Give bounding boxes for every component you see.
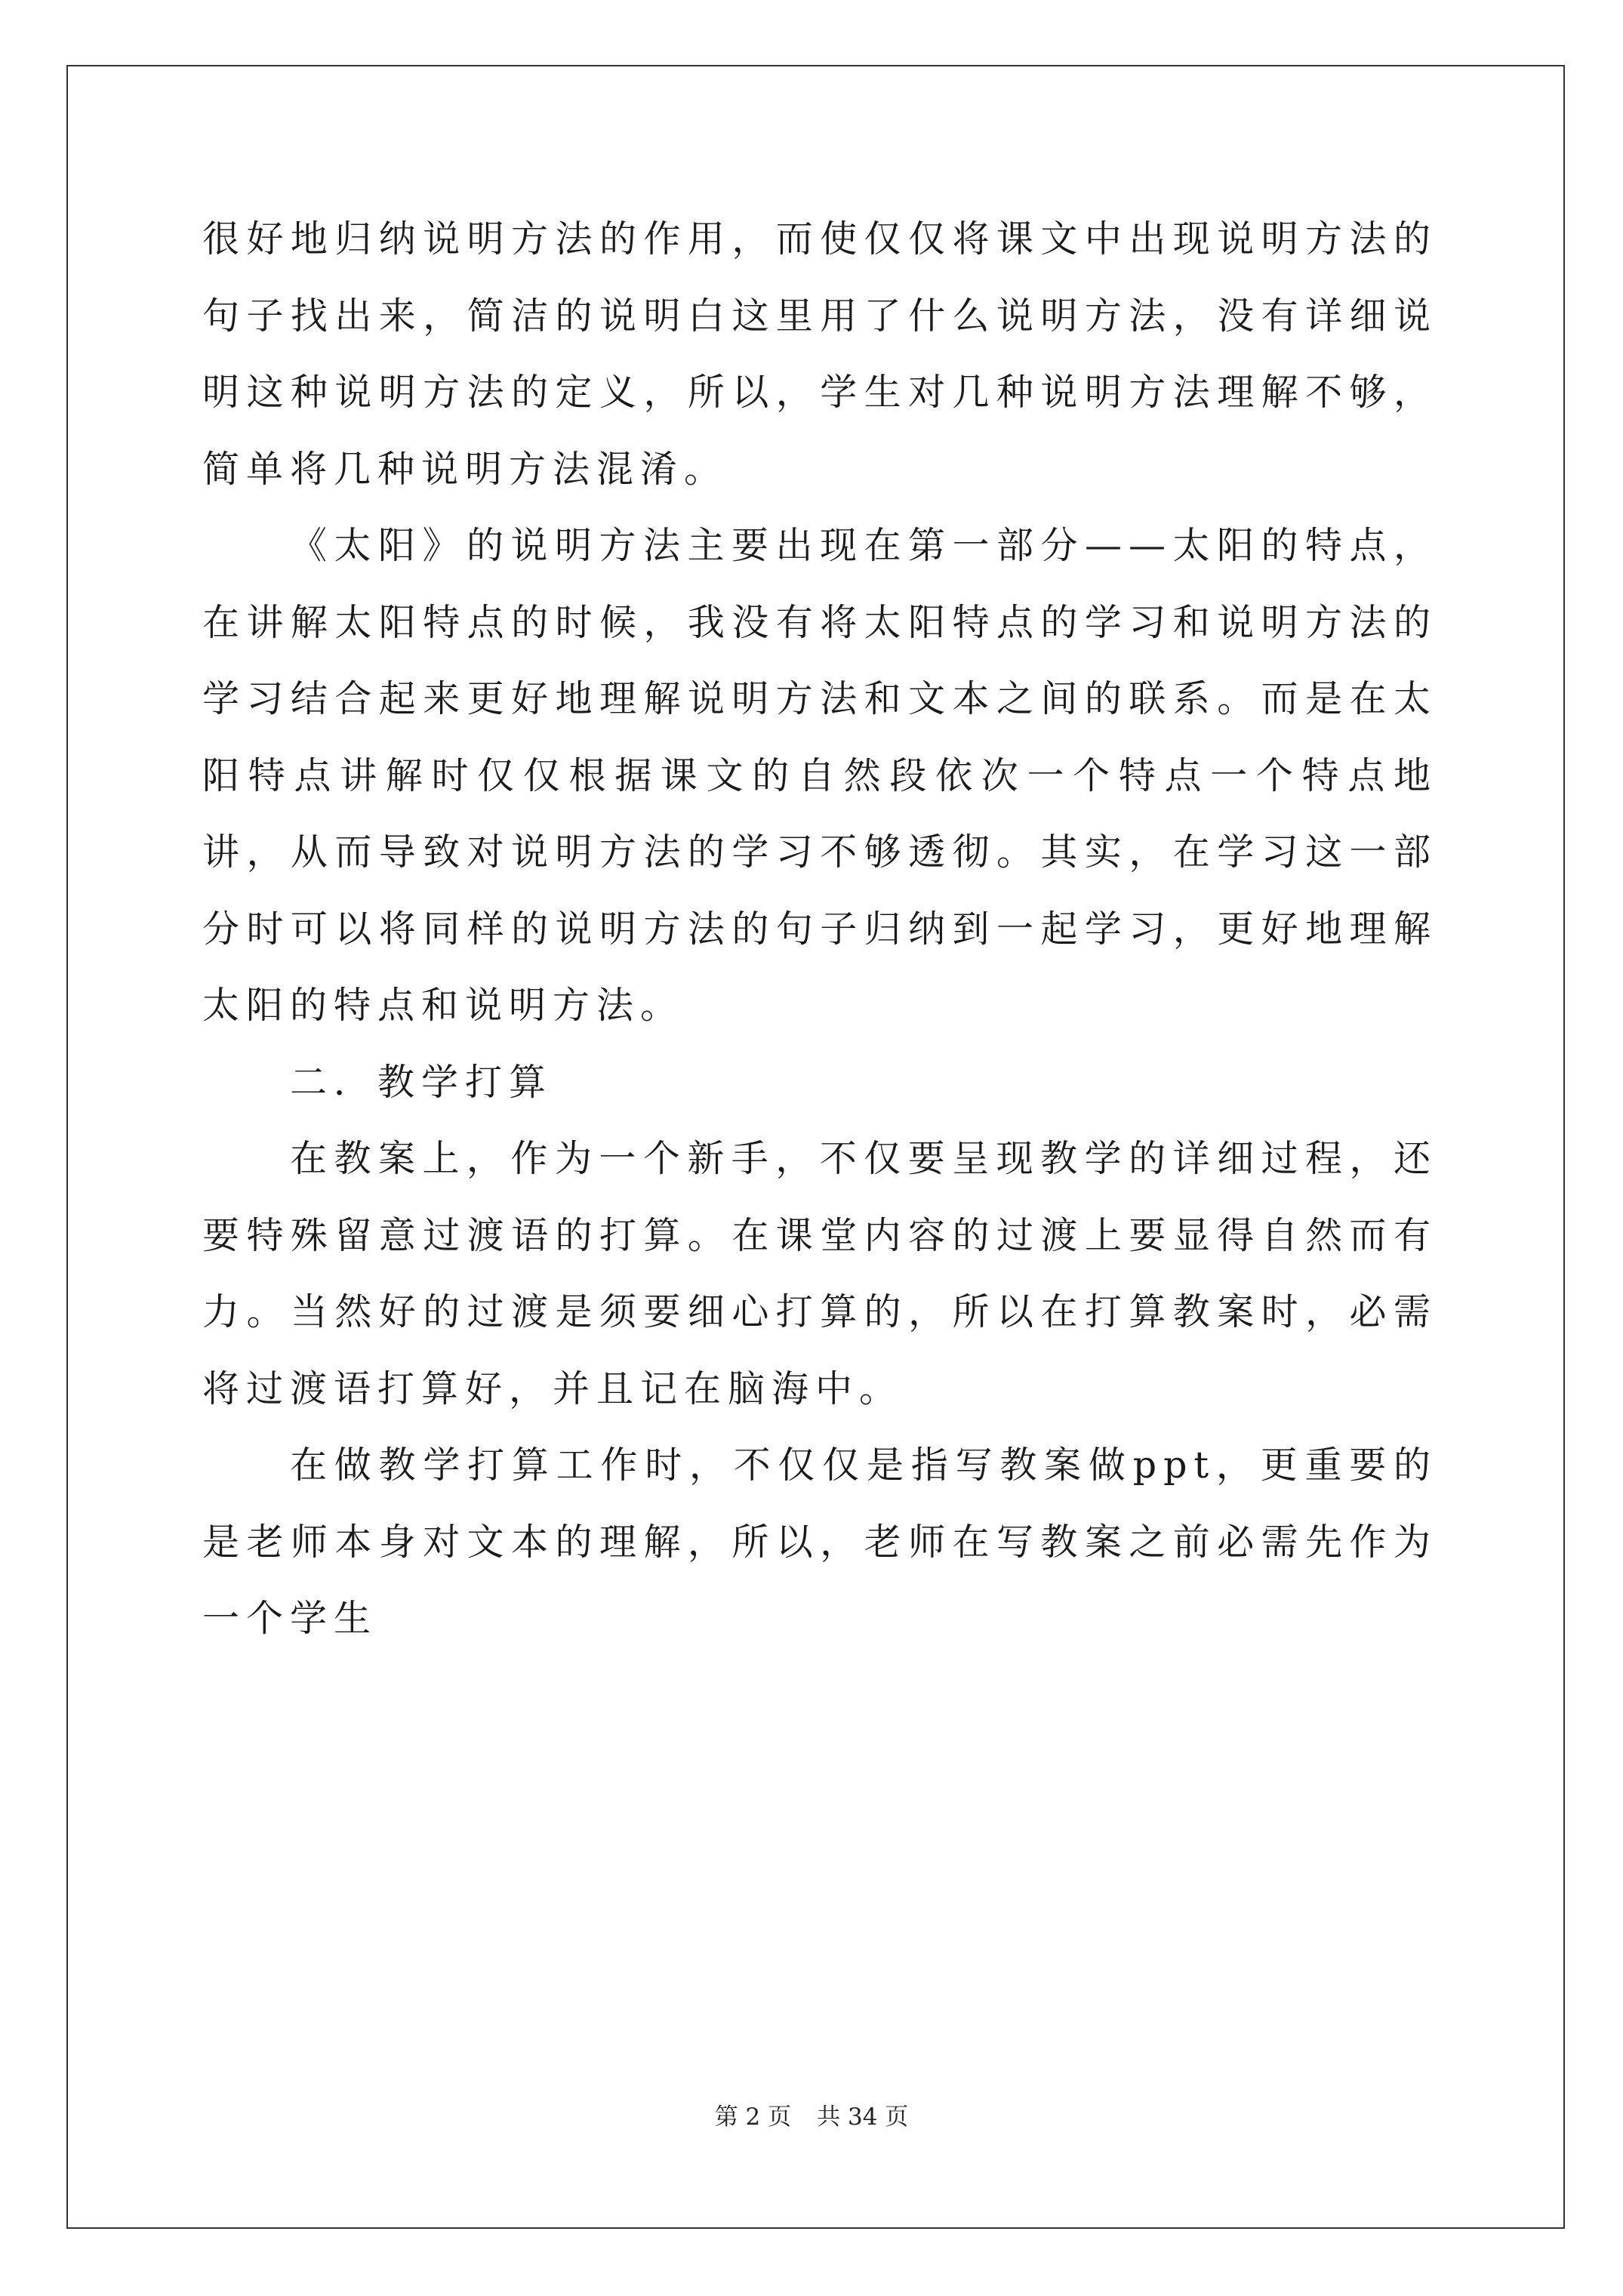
section-heading: 二．教学打算: [290, 1060, 553, 1104]
paragraph-1: 很好地归纳说明方法的作用，而使仅仅将课文中出现说明方法的句子找出来，简洁的说明白这里用了什么说明方法，没有详细说明这种说明方法的定义，所以，学生对几种说明方法理解不够，简单将几种说明方法混淆。: [202, 217, 1437, 491]
paragraph-3: 在教案上，作为一个新手，不仅要呈现教学的详细过程，还要特殊留意过渡语的打算。在课堂内容的过渡上要显得自然而有力。当然好的过渡是须要细心打算的，所以在打算教案时，必需将过渡语打算好，并且记在脑海中。: [202, 1137, 1437, 1410]
page-number: 第 2 页: [714, 2103, 792, 2131]
paragraph-2: 《太阳》的说明方法主要出现在第一部分——太阳的特点，在讲解太阳特点的时候，我没有将太阳特点的学习和说明方法的学习结合起来更好地理解说明方法和文本之间的联系。而是在太阳特点讲解时仅仅根据课文的自然段依次一个特点一个特点地讲，从而导致对说明方法的学习不够透彻。其实，在学习这一部分时可以将同样的说明方法的句子归纳到一起学习，更好地理解太阳的特点和说明方法。: [202, 524, 1437, 1027]
page-total: 共 34 页: [817, 2103, 909, 2131]
paragraph-4: 在做教学打算工作时，不仅仅是指写教案做ppt，更重要的是老师本身对文本的理解，所以，老师在写教案之前必需先作为一个学生: [202, 1444, 1437, 1640]
document-body: [202, 201, 1437, 1657]
page-footer: [0, 2097, 1623, 2131]
